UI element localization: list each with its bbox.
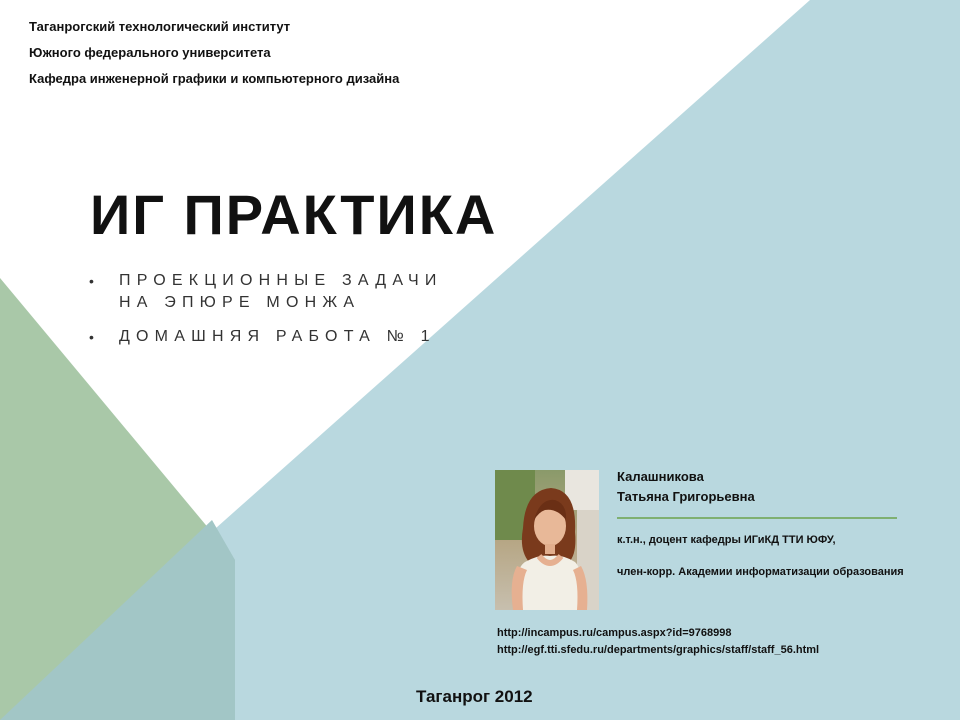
author-membership: член-корр. Академии информатизации образования (617, 566, 904, 578)
department-staff-link[interactable]: http://egf.tti.sfedu.ru/departments/graphics/staff/staff_56.html (497, 644, 820, 656)
author-position: к.т.н., доцент кафедры ИГиКД ТТИ ЮФУ, (617, 534, 836, 546)
topic-list (89, 270, 479, 360)
university-name: Южного федерального университета (29, 45, 271, 60)
department-name: Кафедра инженерной графики и компьютерного дизайна (29, 71, 400, 86)
bullet-icon: • (89, 273, 94, 289)
institution-header (29, 14, 399, 92)
institute-name: Таганрогский технологический институт (29, 19, 291, 34)
author-surname: Калашникова (617, 469, 704, 484)
topic-text: ДОМАШНЯЯ РАБОТА № 1 (119, 328, 436, 345)
campus-link[interactable]: http://incampus.ru/campus.aspx?id=9768998 (497, 627, 732, 639)
author-given-names: Татьяна Григорьевна (617, 489, 755, 504)
topic-text: ПРОЕКЦИОННЫЕ ЗАДАЧИ НА ЭПЮРЕ МОНЖА (119, 272, 443, 311)
author-divider (617, 517, 897, 519)
slide-title: ИГ ПРАКТИКА (90, 183, 498, 246)
author-block (617, 467, 907, 595)
city-year: Таганрог 2012 (416, 687, 533, 706)
bullet-icon: • (89, 329, 94, 345)
portrait-image (495, 470, 599, 610)
topic-item (89, 270, 479, 314)
author-photo (495, 470, 599, 610)
topic-item (89, 326, 479, 348)
reference-links (497, 625, 819, 659)
